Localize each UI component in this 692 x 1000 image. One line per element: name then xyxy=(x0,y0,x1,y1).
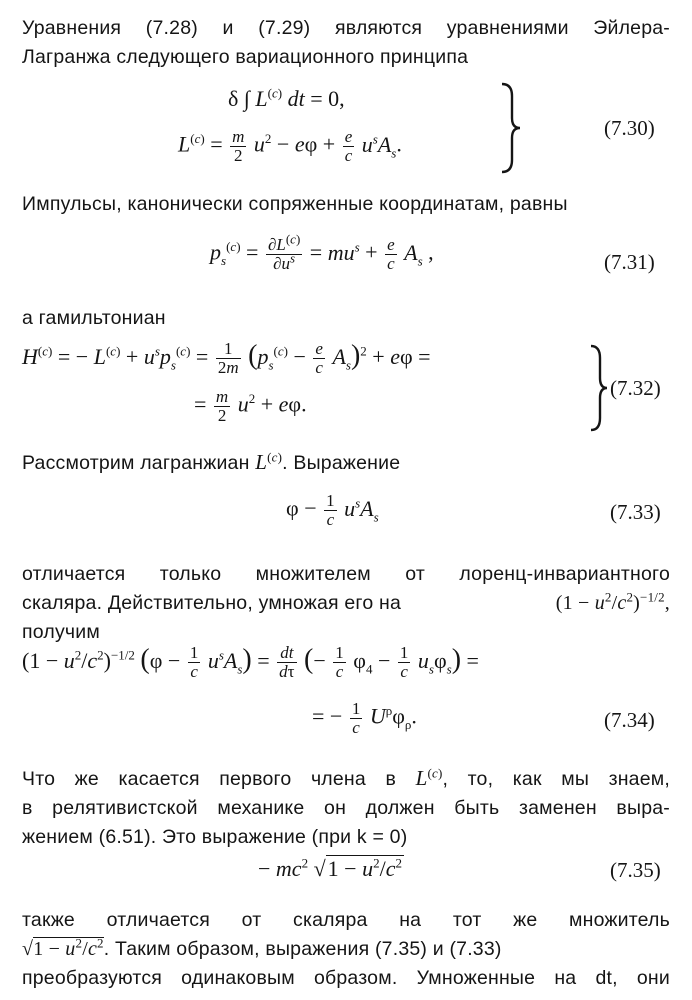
text-line: Что же касается первого члена в $L^{(c)}$, то, как мы знаем, xyxy=(22,765,670,790)
equation-number: (7.34) xyxy=(604,708,655,732)
equation-7-32-line1: $H^{(c)}$ = − $L^{(c)} + u^sp_s^{(c)}$ = $\frac{1}{2m}$ ($p_s^{(c)}$ − $\frac{e}{c}$ $A_s)^2 + e\varphi$ = xyxy=(22,339,431,378)
paragraph-lorentz-scalar xyxy=(22,560,670,647)
right-brace-icon xyxy=(498,82,522,174)
text-run: . Таким образом, выражения (7.35) и (7.33) xyxy=(103,938,502,960)
equation-number: (7.35) xyxy=(610,858,661,882)
paragraph-hamiltonian xyxy=(22,304,670,333)
text-line: также отличается от скаляра на тот же множитель xyxy=(22,909,670,931)
text-line: а гамильтониан xyxy=(22,307,166,329)
right-brace-icon xyxy=(588,344,608,432)
text-line: Импульсы, канонически сопряженные координатам, равны xyxy=(22,193,568,215)
equation-number: (7.30) xyxy=(604,116,655,140)
text-line: жением (6.51). Это выражение (при k = 0) xyxy=(22,826,408,848)
equation-7-33: φ − $\frac{1}{c}$ $u^sA_s$ xyxy=(286,491,379,529)
text-line: Уравнения (7.28) и (7.29) являются уравнениями Эйлера- xyxy=(22,17,670,39)
paragraph-first-term xyxy=(22,764,670,852)
paragraph-same-factor xyxy=(22,906,670,993)
text-line: $√1 - u^2/c^2$. Таким образом, выражения (7.35) и (7.33) xyxy=(22,935,502,960)
text-run: скаляра. Действительно, умножая его на xyxy=(22,592,401,614)
equation-number: (7.31) xyxy=(604,250,655,274)
text-line: в релятивистской механике он должен быть заменен выра- xyxy=(22,797,670,819)
paragraph-intro xyxy=(22,14,670,72)
text-run: . Выражение xyxy=(282,452,401,474)
equation-7-34-line2: = − $\frac{1}{c}$ $U^\rho\varphi_\rho$. xyxy=(312,699,417,737)
text-run: , то, как мы знаем, xyxy=(442,768,670,790)
equation-7-30-line1: δ ∫ $L^{(c)}$ dt = 0, xyxy=(228,85,345,111)
equation-number: (7.33) xyxy=(610,500,661,524)
equation-number: (7.32) xyxy=(610,376,661,400)
text-line: Рассмотрим лагранжиан $L^{(c)}$. Выражение xyxy=(22,449,401,474)
paragraph-lagrangian xyxy=(22,448,670,478)
text-line: скаляра. Действительно, умножая его на $(1 - u^2/c^2)^{-1/2}$, xyxy=(22,589,670,614)
equation-7-31: $p_s^{(c)}$ = $\frac{\partial L^{(c)}}{\partial u^s}$ = $mu^s$ + $\frac{e}{c}$ $A_s$ , xyxy=(210,231,434,273)
equation-7-35: − $mc^2$ $√1 - u^2/c^2$ xyxy=(258,855,402,881)
equation-7-32-line2: = $\frac{m}{2}$ $u^2 + e\varphi$. xyxy=(194,387,307,425)
text-line: получим xyxy=(22,621,100,643)
equation-7-34-line1: $(1 - u^2/c^2)^{-1/2}$ (φ − $\frac{1}{c}$ $u^sA_s$) = $\frac{dt}{d\tau}$ (− $\frac{1}{c}$ $\varphi_4$ − $\frac{1}{c}$ $u_s\varphi_s$) = xyxy=(22,643,479,682)
text-run: Что же касается первого члена в xyxy=(22,768,416,790)
text-line: Лагранжа следующего вариационного принципа xyxy=(22,46,469,68)
equation-7-30-line2: $L^{(c)}$ = $\frac{m}{2}$ $u^2 - e\varphi$ + $\frac{e}{c}$ $u^sA_s$. xyxy=(178,127,402,165)
paragraph-momenta xyxy=(22,190,670,219)
text-line: преобразуются одинаковым образом. Умноженные на dt, они xyxy=(22,967,670,989)
text-line: отличается только множителем от лоренц-инвариантного xyxy=(22,563,670,585)
text-run: Рассмотрим лагранжиан xyxy=(22,452,256,474)
